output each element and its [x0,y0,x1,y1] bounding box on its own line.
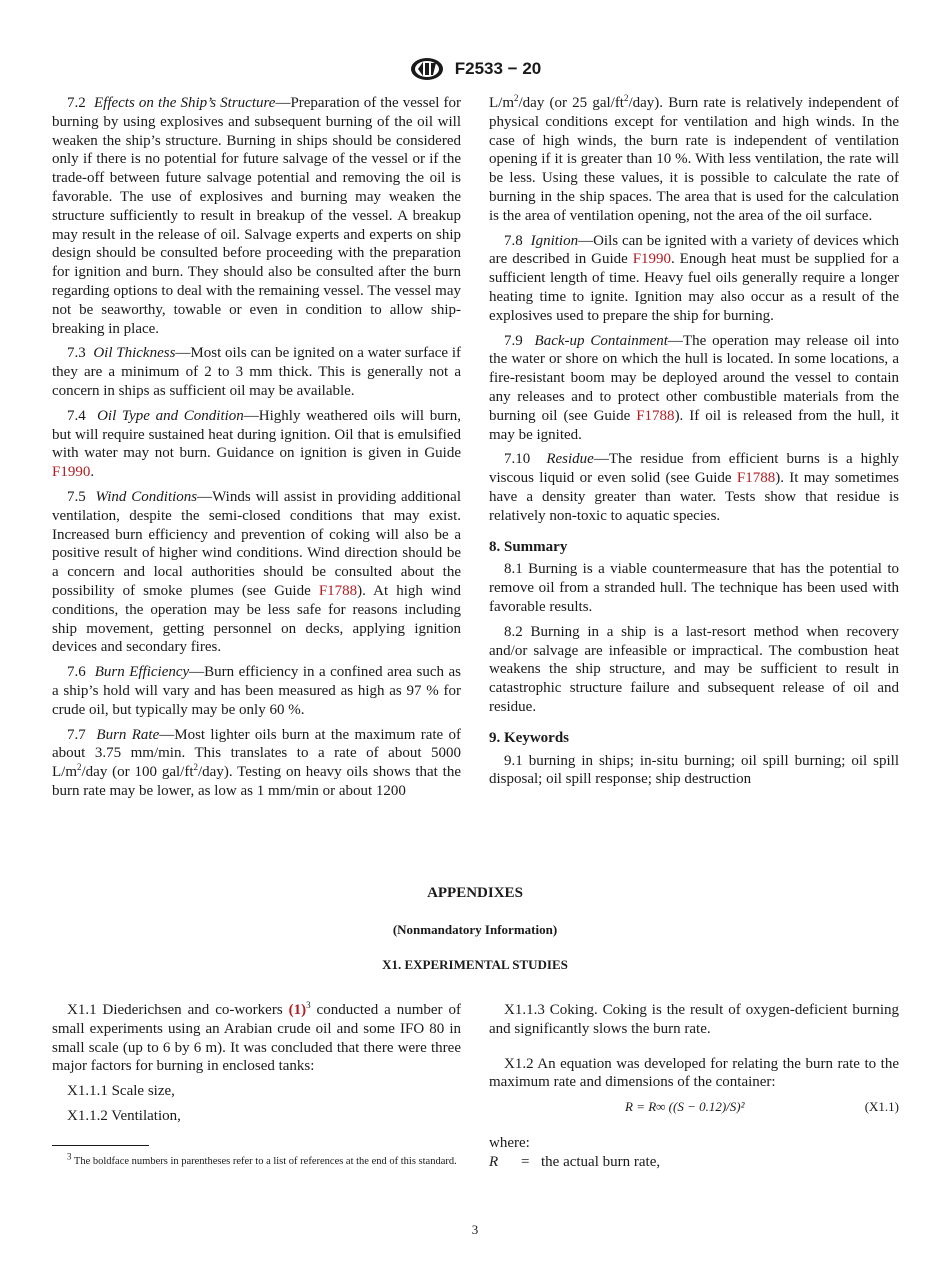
section-x1-1-3: X1.1.3 Coking. Coking is the result of oxygen-deficient burning and significantly slows the burn rate. [489,1002,899,1037]
section-7-8: 7.8 Ignition—Oils can be ignited with a variety of devices which are described in Guide F1990. Enough heat must be supplied for a sufficient length of time. Heavy fuel oils generally require a longer heating time to ignite. Ignition may also occur as a result of the explosives used to prepare the ship for burning. [489,232,899,324]
section-7-2: 7.2 Effects on the Ship’s Structure—Preparation of the vessel for burning by using explosives and subsequent burning of the oil will weaken the ship’s structure. Burning in ships should be considered only if there is no potential for future salvage of the vessel or if the trade-off between future salvage potential and removing the oil is favorable. The use of explosives and burning may weaken the structure sufficiently to result in breakup of the vessel. A breakup may result in the release of oil. Salvage experts and experts on ship design should be consulted before proceeding with the preparation for ignition and burn. They should also be consulted after the burn regarding options to deal with the remaining vessel. The vessel may not be seaworthy, towable or even in condition to allow ship-breaking in place. [52,95,462,337]
footnote-marker[interactable]: 3 [306,1000,311,1010]
equation-x1-1 [489,1098,899,1120]
section-7-3: 7.3 Oil Thickness—Most oils can be ignited on a water surface if they are a minimum of 2 to 3 mm thick. This is generally not a concern in ships as sufficient oil may be available. [52,345,461,399]
ref-link-f1788[interactable]: F1788 [636,407,675,424]
section-9-1: 9.1 burning in ships; in-situ burning; oil spill burning; oil spill disposal; oil spill response; ship destruction [489,752,899,788]
keywords-heading: 9. Keywords [489,729,569,746]
equation-number: (X1.1) [864,1099,899,1115]
section-7-7: 7.7 Burn Rate—Most lighter oils burn at the maximum rate of about 3.75 mm/min. This translates to a rate of about 5000 $L/m^2$/day (or 100 gal/$ft^2/day$). Testing on heavy oils shows that the burn rate may be lower, as low as 1 mm/min or about 1200 [52,726,462,799]
ref-link-f1990[interactable]: F1990 [632,251,672,268]
ref-link-f1788[interactable]: F1788 [736,470,776,487]
variable-definition [489,1153,899,1172]
section-8-1: 8.1 Burning is a viable countermeasure that has the potential to remove oil from a stranded hull. The technique has been used with favorable results. [489,561,899,615]
section-7-7-continued: $L/m^2$/day (or 25 gal/$ft^2/day$). Burn rate is relatively independent of physical conditions except for ventilation and high winds. In the case of high winds, the burn rate is independent of ventilation opening if it is greater than 10 %. With less ventilation, the rate will be less. Using these values, it is possible to calculate the rate of burning in the ship spaces. The area that is used for the calculation is the area of ventilation opening, not the area of the oil surface. [489,93,899,224]
section-x1-2: X1.2 An equation was developed for relating the burn rate to the maximum rate and dimensions of the container: [489,1055,899,1091]
section-8-2: 8.2 Burning in a ship is a last-resort method when recovery and/or salvage are infeasible or impractical. The combustion heat weakens the ship structure, and may be sufficient to result in catastrophic structure failure and subsequent release of oil and residue. [489,623,899,715]
page-number: 3 [471,1222,479,1237]
standard-designation: F2533 − 20 [454,59,542,78]
variable-symbol: R [489,1153,499,1170]
nonmandatory-subtitle: (Nonmandatory Information) [392,922,558,937]
section-7-5: 7.5 Wind Conditions—Winds will assist in providing additional ventilation, despite the semi-closed conditions that may exist. Increased burn efficiency and prevention of coking will also be a positive result of higher wind conditions. Wind direction should be a concern and local authorities should be consulted about the possibility of smoke plumes (see Guide F1788). At high wind conditions, the operation may be less safe for reasons including ship movement, getting personnel on decks, applying ignition devices and secondary fires. [52,488,461,656]
section-x1-1: X1.1 Diederichsen and co-workers $(1)^3$ conducted a number of small experiments using an Arabian crude oil and some IFO 80 in small scale (up to 6 by 6 m). It was concluded that there were three major factors for burning in enclosed tanks: [52,1000,461,1075]
x1-section-title: X1. EXPERIMENTAL STUDIES [382,957,568,972]
ref-link-f1990[interactable]: F1990 [52,464,91,481]
summary-heading: 8. Summary [489,538,568,555]
section-7-6: 7.6 Burn Efficiency—Burn efficiency in a confined area such as a ship’s hold will vary and has been measured as high as 97 % for crude oil, but typically may be only 60 %. [52,664,461,718]
section-7-4: 7.4 Oil Type and Condition—Highly weathered oils will burn, but will require sustained heat during ignition. Oil that is emulsified with water may not burn. Guidance on ignition is given in Guide F1990. [52,407,461,481]
reference-1-link[interactable]: (1) [288,1002,307,1018]
section-7-9: 7.9 Back-up Containment—The operation may release oil into the water or shore on which the hull is located. In some locations, a fire-resistant boom may be deployed around the vessel to contain any releases and to protect other combustible materials from the burning oil (see Guide F1788). If oil is released from the hull, it may be ignited. [489,332,899,443]
footnote-divider [52,1145,149,1146]
equals-sign: = [521,1153,530,1170]
variable-description: the actual burn rate, [541,1153,661,1170]
section-x1-1-2: X1.1.2 Ventilation, [67,1107,181,1124]
left-column [52,94,461,807]
appendixes-title: APPENDIXES [427,885,523,901]
section-7-10: 7.10 Residue—The residue from efficient burns is a highly viscous liquid or even solid (see Guide F1788). It may sometimes have a density greater than water. Tests show that residue is relatively non-toxic to aquatic species. [489,451,900,524]
right-column [489,94,899,795]
astm-logo-icon [409,57,445,81]
appendix-left-column [52,1001,461,1132]
appendix-right-column [489,1001,899,1172]
where-label: where: [489,1135,530,1152]
equation-formula: R = R∞ ((S − 0.12)/S)² [625,1099,745,1115]
page-header [0,57,950,81]
ref-link-f1788[interactable]: F1788 [318,582,358,599]
footnote-3: $^3$ The boldface numbers in parentheses refer to a list of references at the end of this standard. [67,1151,457,1167]
section-x1-1-1: X1.1.1 Scale size, [67,1083,175,1100]
